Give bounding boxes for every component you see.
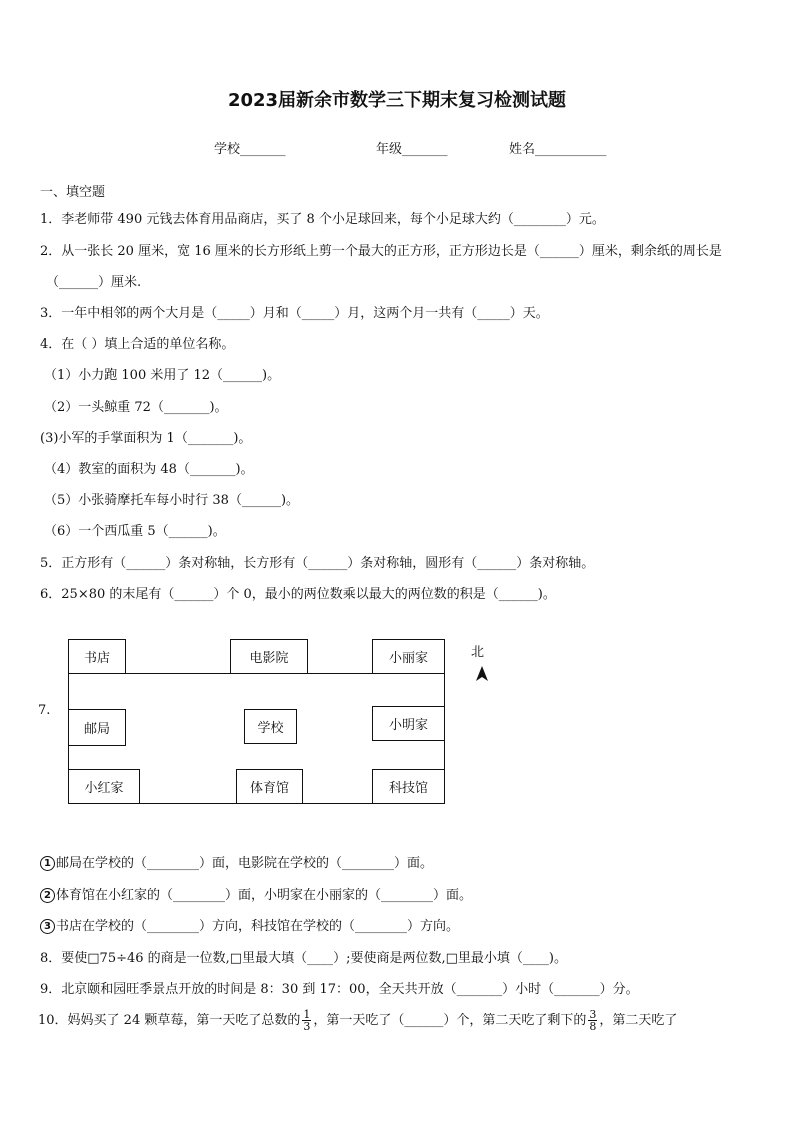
map-place-xiaoli-home: 小丽家 (372, 639, 445, 674)
question-2-cont: （______）厘米. (46, 275, 142, 290)
grade-field: 年级_______ (376, 142, 448, 157)
question-6: 6．25×80 的末尾有（______）个 0，最小的两位数乘以最大的两位数的积是（______)。 (40, 587, 556, 602)
map-place-post-office: 邮局 (68, 709, 126, 746)
fraction-one-third: $\frac{1}{3}$ (303, 1008, 311, 1033)
section-heading: 一、填空题 (40, 185, 106, 200)
question-4-2: （2）一头鲸重 72（_______)。 (44, 400, 228, 415)
north-label: 北 (471, 645, 485, 660)
question-4: 4．在（ ）填上合适的单位名称。 (40, 337, 235, 352)
question-2: 2．从一张长 20 厘米，宽 16 厘米的长方形纸上剪一个最大的正方形，正方形边长是（______）厘米，剩余纸的周长是 (40, 244, 722, 259)
circled-number-2: 2 (40, 888, 55, 903)
map-place-gym: 体育馆 (236, 769, 303, 804)
question-4-6: （6）一个西瓜重 5（______)。 (44, 524, 226, 539)
question-4-4: （4）教室的面积为 48（_______)。 (44, 462, 254, 477)
name-field: 姓名___________ (509, 142, 607, 157)
map-place-school: 学校 (244, 709, 297, 744)
question-9: 9．北京颐和园旺季景点开放的时间是 8：30 到 17：00，全天共开放（_______）小时（_______）分。 (40, 982, 639, 997)
fraction-three-eighths: $\frac{3}{8}$ (589, 1008, 597, 1033)
circled-number-3: 3 (40, 919, 55, 934)
question-10: 10．妈妈买了 24 颗草莓，第一天吃了总数的 $\frac{1}{3}$ ，第一天吃了（______）个，第二天吃了剩下的 $\frac{3}{8}$ ，第二天吃了 (38, 1008, 678, 1033)
question-7-2: 2 体育馆在小红家的（________）面，小明家在小丽家的（________）面。 (40, 884, 472, 903)
question-7-3: 3 书店在学校的（________）方向，科技馆在学校的（________）方向。 (40, 915, 459, 934)
map-place-cinema: 电影院 (230, 639, 308, 674)
school-field: 学校_______ (214, 142, 286, 157)
map-place-xiaoming-home: 小明家 (372, 706, 445, 741)
question-7-label: 7. (38, 703, 51, 718)
question-4-3: (3)小军的手掌面积为 1（_______)。 (40, 431, 252, 446)
page-title: 2023届新余市数学三下期末复习检测试题 (227, 90, 567, 111)
north-arrow-icon (472, 664, 492, 684)
question-5: 5．正方形有（______）条对称轴，长方形有（______）条对称轴，圆形有（______）条对称轴。 (40, 556, 595, 571)
question-8: 8．要使□75÷46 的商是一位数,□里最大填（____）;要使商是两位数,□里最小填（____)。 (40, 951, 567, 966)
question-1: 1．李老师带 490 元钱去体育用品商店，买了 8 个小足球回来，每个小足球大约（________）元。 (40, 212, 605, 227)
map-place-xiaohong-home: 小红家 (68, 769, 140, 804)
question-7-1: 1 邮局在学校的（________）面，电影院在学校的（________）面。 (40, 852, 433, 871)
question-4-5: （5）小张骑摩托车每小时行 38（______)。 (44, 493, 300, 508)
map-place-bookstore: 书店 (68, 639, 126, 674)
map-place-science-museum: 科技馆 (372, 769, 445, 804)
question-4-1: （1）小力跑 100 米用了 12（______)。 (44, 368, 281, 383)
circled-number-1: 1 (40, 856, 55, 871)
question-3: 3．一年中相邻的两个大月是（_____）月和（_____）月，这两个月一共有（_____）天。 (40, 306, 549, 321)
